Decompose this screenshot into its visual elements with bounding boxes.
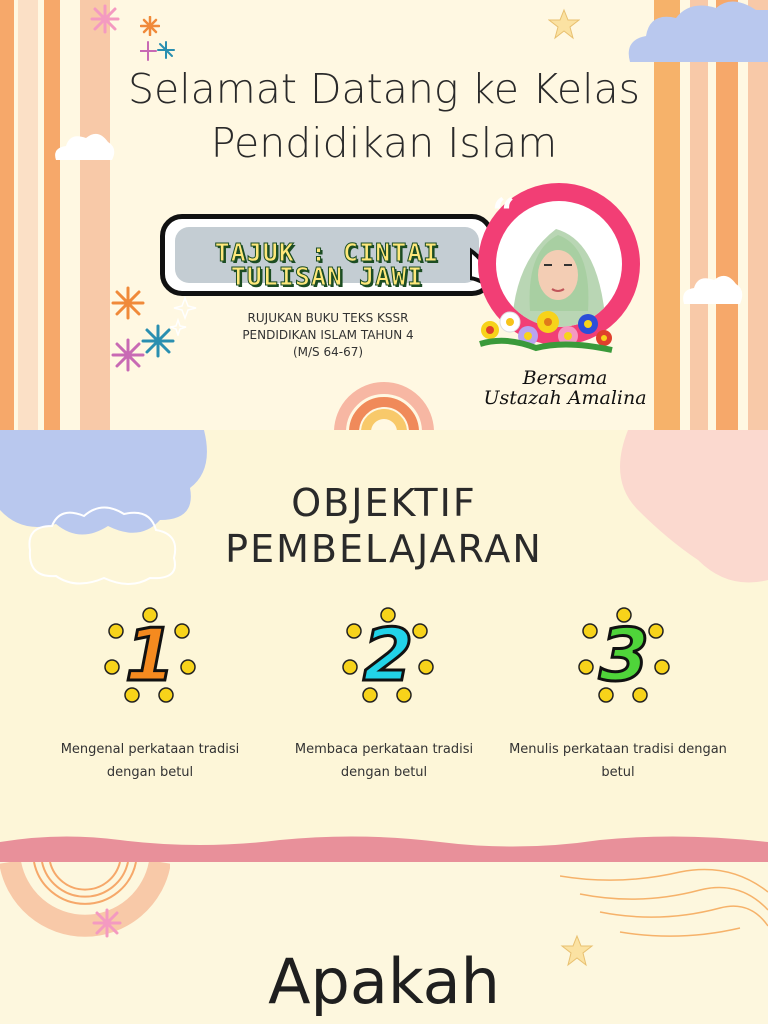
title-slide: [0, 0, 768, 430]
sparkle-icon: [92, 908, 122, 938]
reference-line: RUJUKAN BUKU TEKS KSSR: [247, 311, 409, 325]
rainbow-icon: [334, 362, 434, 430]
wave-divider-icon: [0, 832, 768, 862]
teacher-signature: [470, 368, 660, 408]
section-title: [0, 480, 768, 572]
cloud-icon: [620, 0, 768, 70]
title-line: Pendidikan Islam: [210, 119, 558, 167]
objective-3-text: Menulis perkataan tradisi dengan betul: [509, 742, 727, 780]
topic-panel: [175, 227, 479, 291]
quote-mark: “: [492, 190, 516, 237]
signature-line: Bersama: [522, 367, 608, 389]
reference-line: (M/S 64-67): [292, 345, 364, 359]
cloud-icon: [680, 268, 744, 308]
reference-line: PENDIDIKAN ISLAM TAHUN 4: [242, 328, 414, 342]
objectives-slide: [0, 430, 768, 862]
objective-number: 3: [598, 613, 650, 697]
sparkle-icon: [90, 4, 120, 34]
objective-2-badge: [338, 605, 438, 705]
title-line: Selamat Datang ke Kelas: [128, 65, 640, 113]
signature-line: Ustazah Amalina: [483, 387, 647, 409]
question-slide: [0, 862, 768, 1024]
topic-title: [175, 238, 479, 291]
objective-number: 1: [124, 613, 176, 697]
topic-line: TULISAN JAWI: [230, 262, 424, 291]
objective-2-text: Membaca perkataan tradisi dengan betul: [294, 742, 474, 780]
objective-3-badge: [574, 605, 674, 705]
flower-bouquet-icon: [476, 300, 616, 360]
title-line: OBJEKTIF: [291, 481, 477, 525]
sparkle-icon: [170, 296, 200, 336]
topic-line: TAJUK : CINTAI: [214, 238, 440, 267]
title-line: PEMBELAJARAN: [225, 527, 543, 571]
page-title: [0, 62, 768, 170]
sparkle-icon: [140, 16, 160, 36]
topic-bubble: [160, 214, 494, 296]
star-icon: [548, 8, 580, 40]
reference-text: [218, 310, 438, 361]
objective-number: 2: [362, 613, 414, 697]
sparkle-icon: [140, 40, 176, 64]
question-title: Apakah: [268, 945, 500, 1018]
objective-1-text: Mengenal perkataan tradisi dengan betul: [60, 742, 240, 780]
objective-1-badge: [100, 605, 200, 705]
